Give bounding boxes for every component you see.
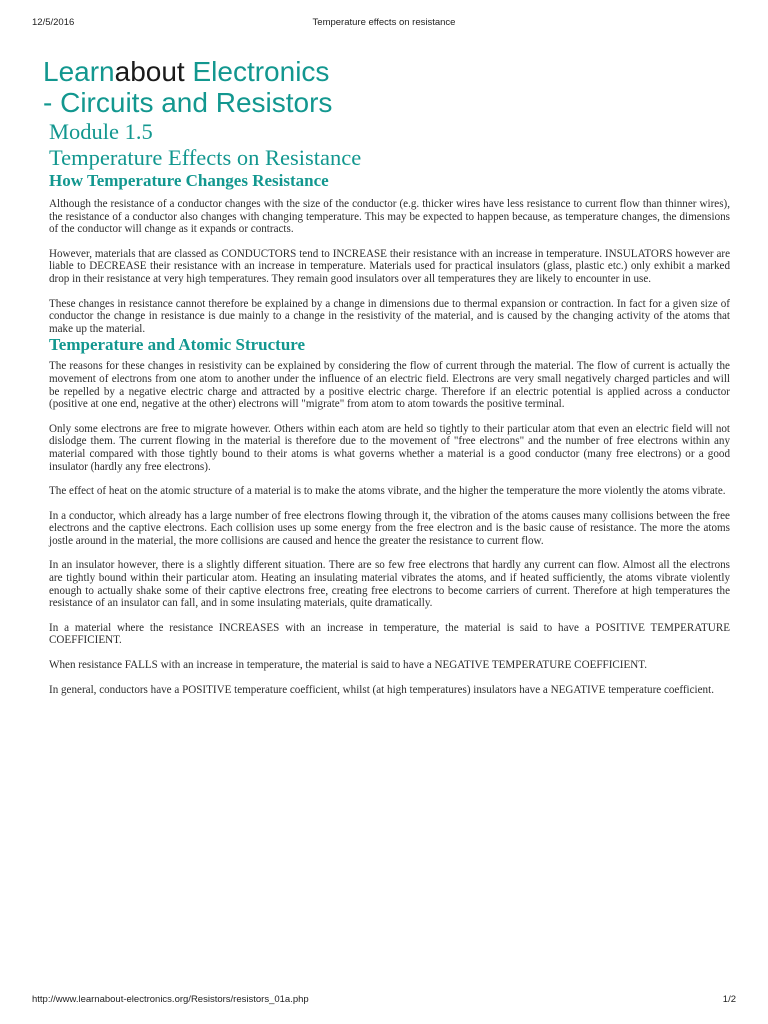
page-number: 1/2 [722,994,736,1005]
site-title-learn: Learn [43,56,115,87]
module-number: Module 1.5 [49,119,153,144]
page-content [43,56,730,696]
site-title-electronics: Electronics [184,56,330,87]
print-page-title: Temperature effects on resistance [312,17,456,28]
section-heading: Temperature and Atomic Structure [49,335,306,355]
paragraph: In general, conductors have a POSITIVE temperature coefficient, whilst (at high temperatures) insulators have a NEGATIVE temperature coefficient. [49,683,714,696]
paragraph: However, materials that are classed as CONDUCTORS tend to INCREASE their resistance with an increase in temperature. INSULATORS however are liable to DECREASE their resistance with an increase in temperature. Materials used for practical insulators (glass, plastic etc.) only exhibit a marked drop in their resistance at very high temperatures. They remain good insulators over all temperatures they are likely to encounter in use. [49,247,730,285]
paragraph: These changes in resistance cannot therefore be explained by a change in dimensions due to thermal expansion or contraction. In fact for a given size of conductor the change in resistance is due mainly to a change in the resistivity of the material, and is caused by the changing activity of the atoms that make up the material. [49,297,730,335]
site-title-about: about [114,56,185,87]
paragraph: Although the resistance of a conductor changes with the size of the conductor (e.g. thicker wires have less resistance to current flow than thinner wires), the resistance of a conductor also changes with changing temperature. This may be expected to happen because, as temperature changes, the dimensions of the conductor will change as it expands or contracts. [49,198,730,236]
paragraph: In an insulator however, there is a slightly different situation. There are so few free electrons that hardly any current can flow. Almost all the electrons are tightly bound within their particular atom. Heating an insulating material vibrates the atoms, and if heated sufficiently, the atoms vibrate violently enough to actually shake some of their captive electrons free, creating free electrons to become carriers of current. Therefore at high temperatures the resistance of an insulator can fall, and in some insulating materials, quite dramatically. [49,559,730,610]
print-footer [32,994,736,1008]
print-url[interactable]: http://www.learnabout-electronics.org/Resistors/resistors_01a.php [32,994,309,1005]
paragraph: When resistance FALLS with an increase in temperature, the material is said to have a NEGATIVE TEMPERATURE COEFFICIENT. [49,659,647,672]
paragraph: In a conductor, which already has a large number of free electrons flowing through it, the vibration of the atoms causes many collisions between the free electrons and the captive electrons. Each collision uses up some energy from the free electron and is the basic cause of resistance. The more the atoms jostle around in the material, the more collisions are caused and hence the greater the resistance to current flow. [49,509,730,547]
paragraph: The effect of heat on the atomic structure of a material is to make the atoms vibrate, and the higher the temperature the more violently the atoms vibrate. [49,485,726,498]
paragraph: The reasons for these changes in resistivity can be explained by considering the flow of current through the material. The flow of current is actually the movement of electrons from one atom to another under the influence of an electric field. Electrons are very small negatively charged particles and will be repelled by a negative electric charge and attracted by a positive electric charge. Therefore if an electric potential is applied across a conductor (positive at one end, negative at the other) electrons will "migrate" from atom to atom towards the positive terminal. [49,360,730,411]
paragraph: In a material where the resistance INCREASES with an increase in temperature, the material is said to have a POSITIVE TEMPERATURE COEFFICIENT. [49,621,730,647]
site-logo-title[interactable] [43,56,730,87]
paragraph: Only some electrons are free to migrate however. Others within each atom are held so tightly to their particular atom that even an electric field will not dislodge them. The current flowing in the material is therefore due to the movement of "free electrons" and the number of free electrons within any material compared with those tightly bound to their atoms is what governs whether a material is a good conductor (many free electrons) or a good insulator (hardly any free electrons). [49,422,730,473]
print-date: 12/5/2016 [32,17,75,28]
site-subtitle: - Circuits and Resistors [43,87,333,118]
module-title: Temperature Effects on Resistance [49,145,362,170]
print-header [32,17,736,31]
section-heading: How Temperature Changes Resistance [49,171,329,190]
